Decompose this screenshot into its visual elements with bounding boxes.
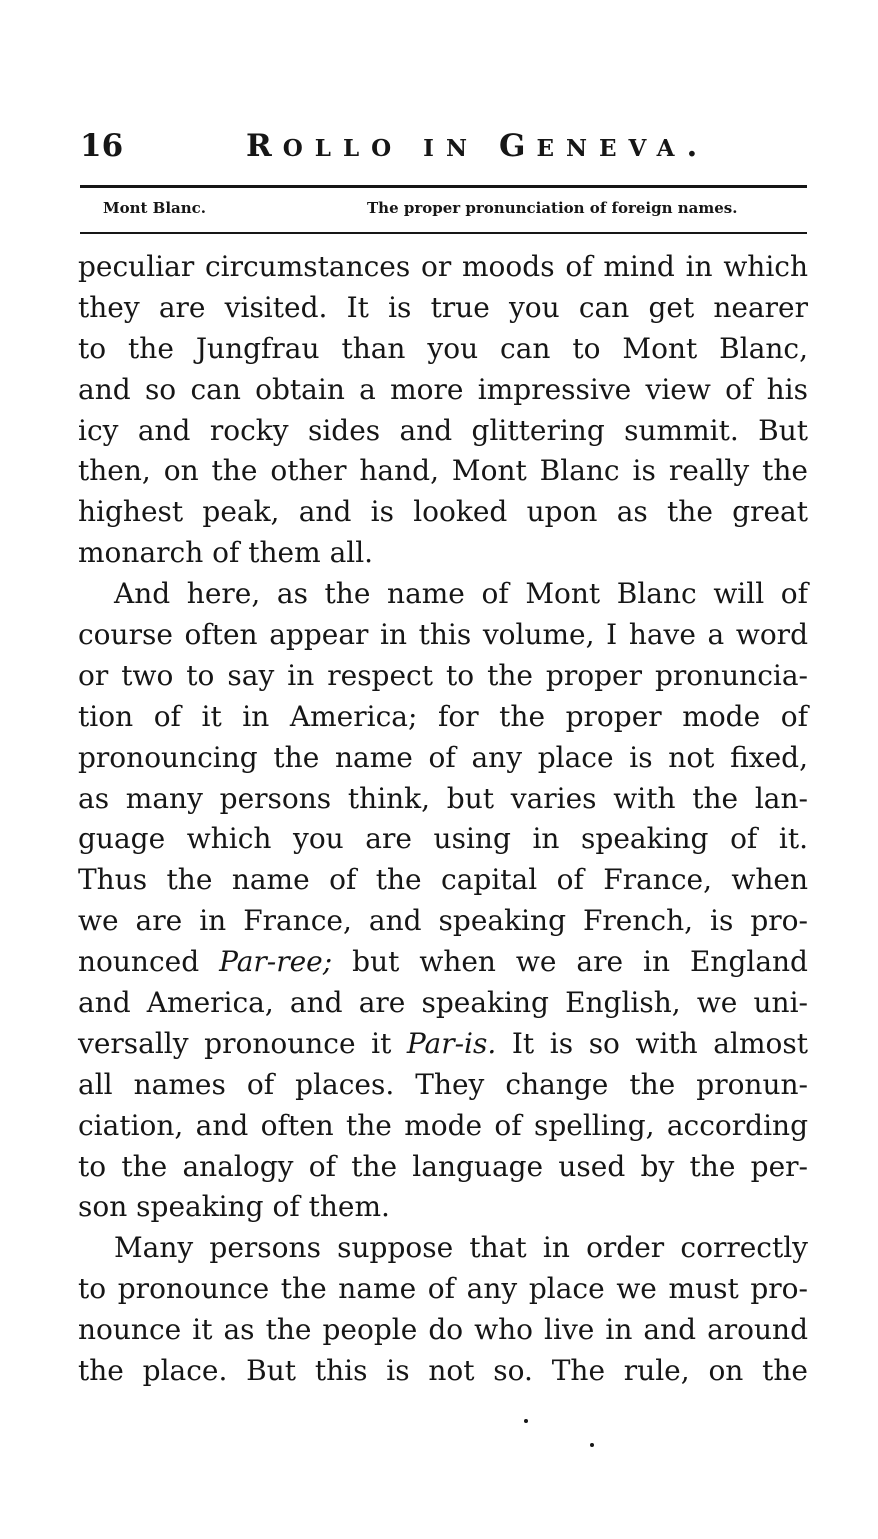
text-line: pronouncing the name of any place is not fixed, [78,740,808,774]
text-line: peculiar circumstances or moods of mind in which [78,250,808,283]
page-body [78,247,808,1392]
text-line: or two to say in respect to the proper pronuncia- [78,658,808,692]
text-line: nounce it as the people do who live in and around [78,1313,808,1347]
text-line: the place. But this is not so. The rule, on the [78,1354,808,1388]
text-line: monarch of them all. [78,536,374,570]
text-line: highest peak, and is looked upon as the great [78,495,808,529]
italic-word-par-ree: Par-ree; [219,945,333,979]
text-line: guage which you are using in speaking of it. [78,822,808,856]
page-number: 16 [80,128,124,164]
text-line: all names of places. They change the pronun- [78,1067,808,1101]
text-line: course often appear in this volume, I have a word [78,618,808,652]
text-line: they are visited. It is true you can get nearer [78,290,808,324]
italic-word-par-is: Par-is. [406,1026,497,1060]
text-line: to pronounce the name of any place we must pro- [78,1272,808,1306]
text-line: and so can obtain a more impressive view of his [78,372,808,406]
running-head [0,128,878,172]
text-line: tion of it in America; for the proper mode of [78,699,808,733]
header-rule-bottom [80,232,807,234]
text-line: then, on the other hand, Mont Blanc is really the [78,454,808,488]
text-line: to the Jungfrau than you can to Mont Blanc, [78,331,808,365]
text-line: Thus the name of the capital of France, when [78,863,808,897]
subheader-left: Mont Blanc. [103,199,207,217]
print-speck [590,1443,594,1447]
header-rule-top [80,185,807,188]
text-line: icy and rocky sides and glittering summit. But [78,413,808,447]
text-line: and America, and are speaking English, we uni- [78,986,808,1020]
text-line: we are in France, and speaking French, is pro- [78,904,808,938]
text-line: to the analogy of the language used by the per- [78,1149,808,1183]
text-line: as many persons think, but varies with the lan- [78,781,808,815]
print-speck [524,1419,528,1423]
text-line: son speaking of them. [78,1190,390,1224]
text-line: nounced Par-ree; but when we are in England [78,945,808,979]
running-title: ROLLO IN GENEVA. [246,128,709,164]
text-line: ciation, and often the mode of spelling, according [78,1108,808,1142]
text-line: versally pronounce it Par-is. It is so with almost [78,1026,808,1060]
paragraph-start-line: Many persons suppose that in order correctly [114,1231,808,1265]
paragraph-start-line: And here, as the name of Mont Blanc will of [114,577,808,611]
subheader-right: The proper pronunciation of foreign names. [367,199,738,217]
